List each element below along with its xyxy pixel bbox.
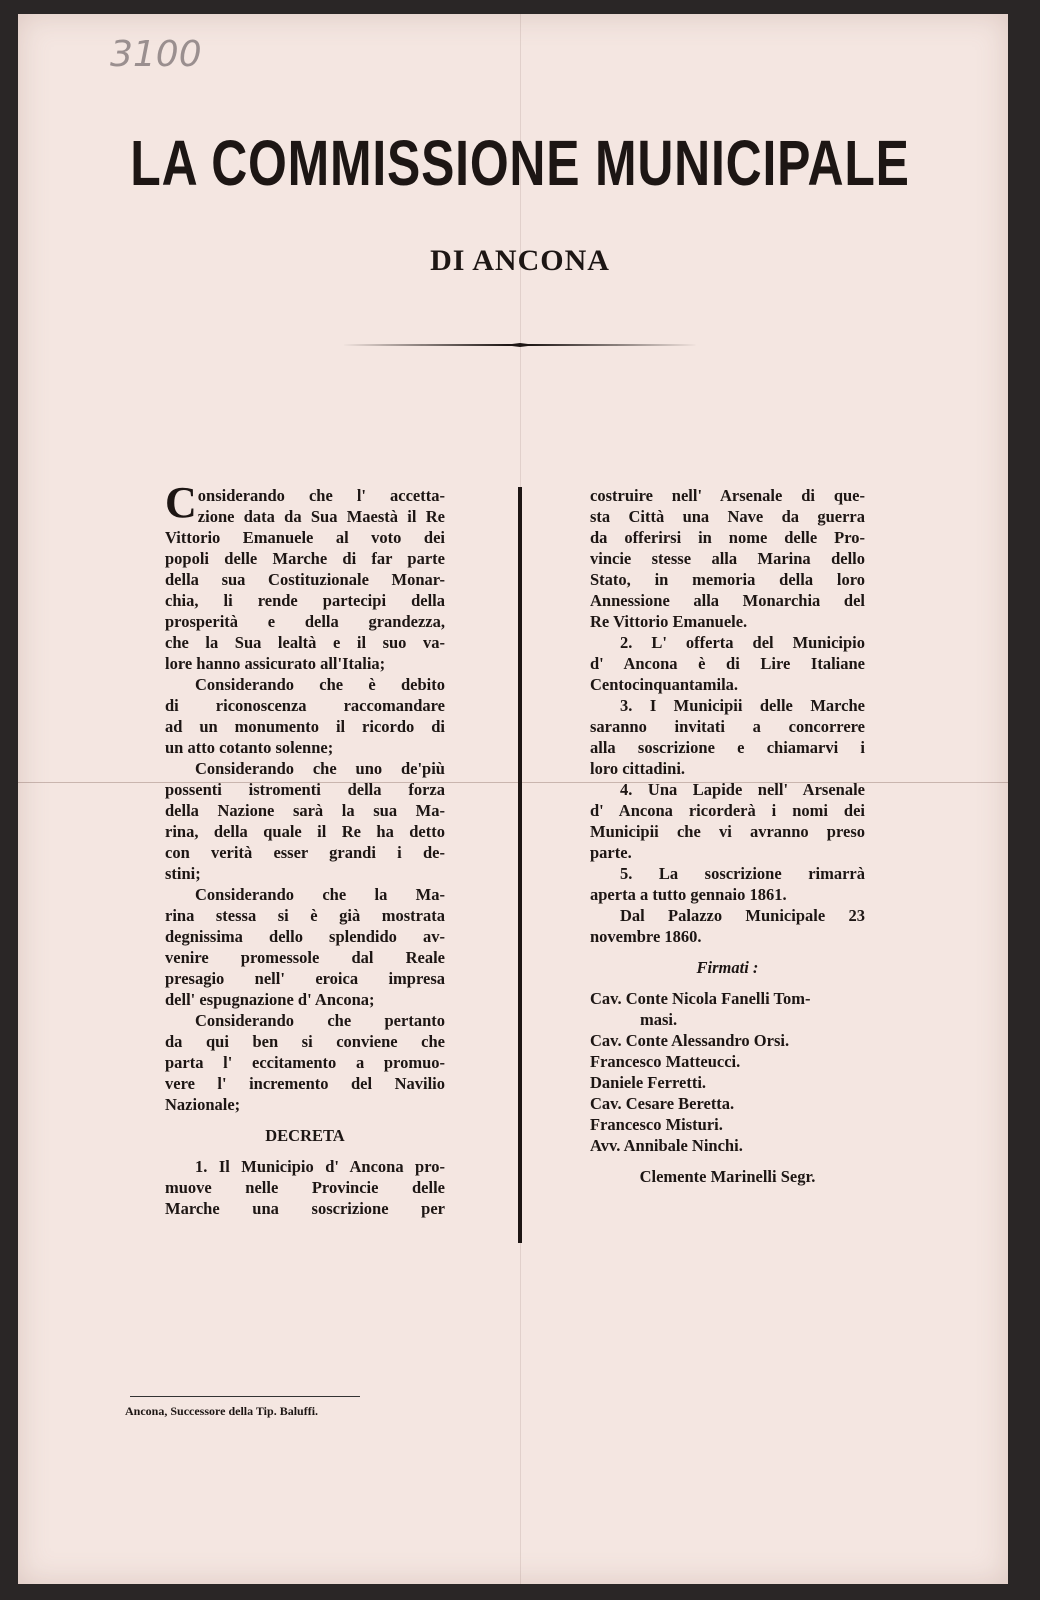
signatory: Cav. Conte Nicola Fanelli Tom- <box>590 989 811 1008</box>
text-line <box>590 842 865 863</box>
spacer <box>165 1115 445 1125</box>
line-text: popoli delle Marche di far parte <box>165 549 445 568</box>
line-text: di riconoscenza raccomandare <box>165 696 445 715</box>
footer-rule <box>130 1396 360 1397</box>
text-line <box>165 695 445 716</box>
column-divider <box>518 487 522 1243</box>
line-text: possenti istromenti della forza <box>165 780 445 799</box>
line-text: lore hanno assicurato all'Italia; <box>165 654 386 673</box>
text-line <box>165 632 445 653</box>
text-line <box>590 737 865 758</box>
line-text: da qui ben si conviene che <box>165 1032 445 1051</box>
line-text: 3. I Municipii delle Marche <box>620 696 865 715</box>
line-text: dell' espugnazione d' Ancona; <box>165 990 375 1009</box>
line-text: Considerando che pertanto <box>195 1011 445 1030</box>
text-line <box>165 506 445 527</box>
secretary: Clemente Marinelli Segr. <box>639 1167 816 1186</box>
line-text: Stato, in memoria della loro <box>590 570 865 589</box>
text-line <box>590 569 865 590</box>
text-line <box>165 1094 445 1115</box>
spacer <box>590 978 865 988</box>
line-text: onsiderando che l' accetta- <box>197 486 445 505</box>
line-text: Centocinquantamila. <box>590 675 739 694</box>
line-text: novembre 1860. <box>590 927 702 946</box>
line-text: ad un monumento il ricordo di <box>165 717 445 736</box>
line-text: 1. Il Municipio d' Ancona pro- <box>195 1157 445 1176</box>
line-text: saranno invitati a concorrere <box>590 717 865 736</box>
text-line <box>165 1156 445 1177</box>
line-text: presagio nell' eroica impresa <box>165 969 445 988</box>
text-line <box>165 1177 445 1198</box>
line-text: d' Ancona ricorderà i nomi dei <box>590 801 865 820</box>
text-line <box>590 506 865 527</box>
line-text: rina stessa si è già mostrata <box>165 906 445 925</box>
signatures-label: Firmati : <box>696 958 759 977</box>
text-line <box>590 485 865 506</box>
line-text: Considerando che la Ma- <box>195 885 445 904</box>
line-text: Considerando che è debito <box>195 675 445 694</box>
text-line <box>590 632 865 653</box>
line-text: della Nazione sarà la sua Ma- <box>165 801 445 820</box>
text-line <box>165 947 445 968</box>
signatory: Avv. Annibale Ninchi. <box>590 1136 743 1155</box>
text-line <box>165 1198 445 1219</box>
line-text: aperta a tutto gennaio 1861. <box>590 885 787 904</box>
spacer <box>165 1146 445 1156</box>
spacer <box>590 947 865 957</box>
text-line <box>590 926 865 947</box>
line-text: che la Sua lealtà e il suo va- <box>165 633 445 652</box>
line-text: Dal Palazzo Municipale 23 <box>620 906 865 925</box>
page-subtitle: DI ANCONA <box>430 244 610 277</box>
line-text: Municipii che vi avranno preso <box>590 822 865 841</box>
text-line <box>165 1073 445 1094</box>
line-text: 5. La soscrizione rimarrà <box>620 864 865 883</box>
text-line <box>590 590 865 611</box>
text-line <box>590 779 865 800</box>
decree-heading: DECRETA <box>265 1126 345 1145</box>
spacer <box>590 1156 865 1166</box>
signatory: Daniele Ferretti. <box>590 1073 707 1092</box>
line-text: degnissima dello splendido av- <box>165 927 445 946</box>
text-line <box>165 527 445 548</box>
page-title: LA COMMISSIONE MUNICIPALE <box>130 127 910 199</box>
line-text: Annessione alla Monarchia del <box>590 591 865 610</box>
line-text: vincie stesse alla Marina dello <box>590 549 865 568</box>
text-line <box>165 842 445 863</box>
drop-cap: C <box>165 478 197 527</box>
text-line <box>590 695 865 716</box>
text-line <box>590 716 865 737</box>
line-text: d' Ancona è di Lire Italiane <box>590 654 865 673</box>
text-line <box>590 758 865 779</box>
text-line <box>165 1031 445 1052</box>
line-text: costruire nell' Arsenale di que- <box>590 486 865 505</box>
line-text: alla soscrizione e chiamarvi i <box>590 738 865 757</box>
text-line <box>590 653 865 674</box>
text-line <box>165 905 445 926</box>
text-line <box>165 737 445 758</box>
text-line <box>165 758 445 779</box>
text-line <box>165 653 445 674</box>
text-line <box>165 716 445 737</box>
text-line <box>165 611 445 632</box>
text-line <box>165 1052 445 1073</box>
line-text: Re Vittorio Emanuele. <box>590 612 748 631</box>
line-text: Nazionale; <box>165 1095 241 1114</box>
line-text: Vittorio Emanuele al voto dei <box>165 528 445 547</box>
left-column <box>165 478 445 1219</box>
handwritten-note: 3100 <box>110 34 202 75</box>
text-line <box>590 863 865 884</box>
text-line <box>165 569 445 590</box>
line-text: sta Città una Nave da guerra <box>590 507 865 526</box>
line-text: della sua Costituzionale Monar- <box>165 570 445 589</box>
signatory: Cav. Conte Alessandro Orsi. <box>590 1031 790 1050</box>
text-line <box>165 674 445 695</box>
text-line <box>590 905 865 926</box>
line-text: zione data da Sua Maestà il Re <box>197 507 445 526</box>
signatory: Cav. Cesare Beretta. <box>590 1094 735 1113</box>
line-text: Considerando che uno de'più <box>195 759 445 778</box>
signatory: Francesco Matteucci. <box>590 1052 741 1071</box>
text-line <box>165 590 445 611</box>
line-text: prosperità e della grandezza, <box>165 612 445 631</box>
line-text: stini; <box>165 864 201 883</box>
text-line <box>165 800 445 821</box>
text-line <box>165 548 445 569</box>
text-line <box>590 821 865 842</box>
line-text: venire promessole dal Reale <box>165 948 445 967</box>
printer-imprint: Ancona, Successore della Tip. Baluffi. <box>125 1404 319 1418</box>
line-text: un atto cotanto solenne; <box>165 738 334 757</box>
line-text: muove nelle Provincie delle <box>165 1178 445 1197</box>
text-line <box>165 863 445 884</box>
line-text: con verità esser grandi i de- <box>165 843 445 862</box>
line-text: parte. <box>590 843 632 862</box>
line-text: 4. Una Lapide nell' Arsenale <box>620 780 865 799</box>
line-text: da offerirsi in nome delle Pro- <box>590 528 865 547</box>
text-line <box>590 527 865 548</box>
text-line <box>590 611 865 632</box>
text-line <box>165 821 445 842</box>
text-line <box>590 884 865 905</box>
signatory: masi. <box>640 1010 678 1029</box>
line-text: loro cittadini. <box>590 759 686 778</box>
text-line <box>165 884 445 905</box>
text-line <box>590 548 865 569</box>
text-line <box>590 674 865 695</box>
text-line <box>165 989 445 1010</box>
line-text: parta l' eccitamento a promuo- <box>165 1053 445 1072</box>
text-line <box>165 926 445 947</box>
line-text: vere l' incremento del Navilio <box>165 1074 445 1093</box>
text-line <box>165 779 445 800</box>
text-line <box>165 968 445 989</box>
line-text: rina, della quale il Re ha detto <box>165 822 445 841</box>
text-line <box>590 800 865 821</box>
line-text: Marche una soscrizione per <box>165 1199 445 1218</box>
right-column <box>590 485 865 1187</box>
signatory: Francesco Misturi. <box>590 1115 723 1134</box>
text-line <box>165 1010 445 1031</box>
line-text: 2. L' offerta del Municipio <box>620 633 865 652</box>
line-text: chia, li rende partecipi della <box>165 591 445 610</box>
ornamental-rule <box>342 342 698 348</box>
